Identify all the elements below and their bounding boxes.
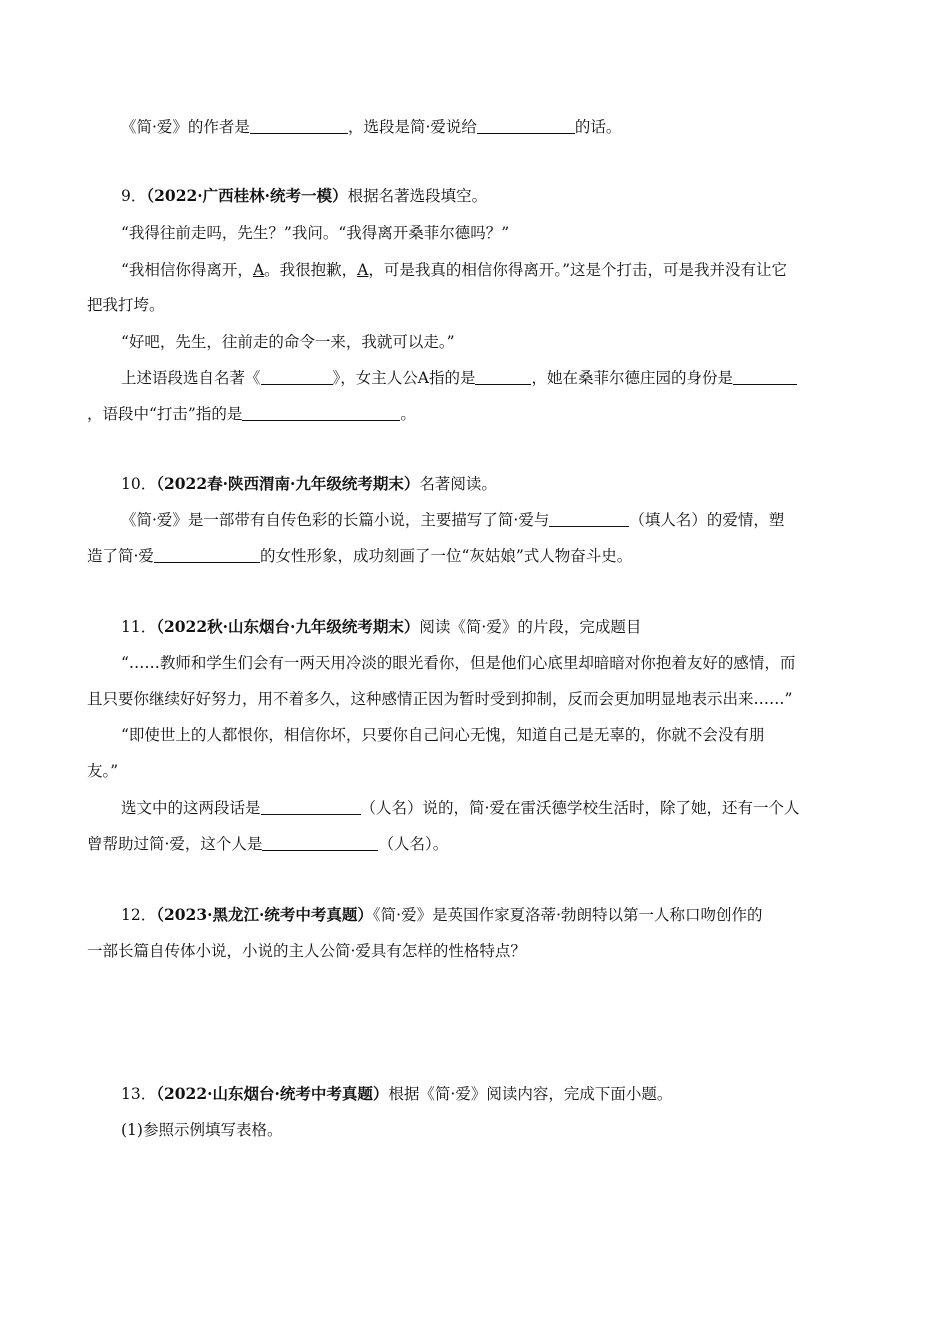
- q9-passage-2: “我相信你得离开，A。我很抱歉，A，可是我真的相信你得离开。”这是个打击，可是我并没有让它: [121, 261, 788, 279]
- q9-passage-2-cont: 把我打垮。: [87, 296, 165, 314]
- blank-speaker[interactable]: [261, 798, 361, 815]
- q9-passage-3: “好吧，先生，往前走的命令一来，我就可以走。”: [121, 333, 455, 351]
- question-9-header: 9．（2022·广西桂林·统考一模）根据名著选段填空。: [121, 186, 488, 205]
- q10-line-1: 《简·爱》是一部带有自传色彩的长篇小说，主要描写了简·爱与 （填人名）的爱情，塑: [121, 511, 785, 529]
- q13-subquestion-1: (1)参照示例填写表格。: [121, 1121, 283, 1139]
- blank-identity[interactable]: [733, 368, 797, 385]
- q11-passage-2-cont: 友。”: [87, 762, 119, 780]
- question-source: （2022·山东烟台·统考中考真题）: [156, 1084, 389, 1103]
- blank-blow-meaning[interactable]: [242, 404, 400, 421]
- blank-character-trait[interactable]: [154, 546, 260, 563]
- q11-fill-line-1: 选文中的这两段话是 （人名）说的，简·爱在雷沃德学校生活时，除了她，还有一个人: [121, 799, 800, 817]
- blank-helper[interactable]: [262, 834, 378, 851]
- q11-passage-2: “即使世上的人都恨你，相信你坏，只要你自己问心无愧，知道自己是无辜的，你就不会没有朋: [121, 726, 765, 744]
- q11-passage-1: “……教师和学生们会有一两天用冷淡的眼光看你，但是他们心底里却暗暗对你抱着友好的感情，而: [121, 654, 796, 672]
- question-source: （2022秋·山东烟台·九年级统考期末）: [156, 617, 420, 636]
- q9-passage-1: “我得往前走吗，先生？”我问。“我得离开桑菲尔德吗？”: [121, 224, 510, 242]
- question-12-header: 12．（2023·黑龙江·统考中考真题）《简·爱》是英国作家夏洛蒂·勃朗特以第一人称口吻创作的: [121, 905, 763, 924]
- question-13-header: 13．（2022·山东烟台·统考中考真题）根据《简·爱》阅读内容，完成下面小题。: [121, 1084, 673, 1103]
- question-source: （2022·广西桂林·统考一模）: [146, 186, 348, 205]
- question-10-header: 10．（2022春·陕西渭南·九年级统考期末）名著阅读。: [121, 474, 497, 493]
- q9-fill-line-1: 上述语段选自名著《 》，女主人公A指的是 ，她在桑菲尔德庄园的身份是: [121, 367, 797, 389]
- blank-recipient[interactable]: [477, 117, 575, 134]
- blank-heroine[interactable]: [475, 368, 531, 385]
- question-source: （2023·黑龙江·统考中考真题）: [156, 905, 373, 924]
- blank-author[interactable]: [250, 117, 348, 134]
- q9-fill-line-2: ，语段中“打击”指的是 。: [87, 405, 416, 423]
- blank-lover-name[interactable]: [549, 510, 629, 527]
- top-line: 《简·爱》的作者是 ，选段是简·爱说给 的话。: [121, 118, 622, 136]
- q12-line-2: 一部长篇自传体小说，小说的主人公简·爱具有怎样的性格特点？: [87, 942, 526, 960]
- question-11-header: 11．（2022秋·山东烟台·九年级统考期末）阅读《简·爱》的片段，完成题目: [121, 617, 642, 636]
- q10-line-2: 造了简·爱 的女性形象，成功刻画了一位“灰姑娘”式人物奋斗史。: [87, 547, 633, 565]
- question-source: （2022春·陕西渭南·九年级统考期末）: [156, 474, 420, 493]
- blank-book-title[interactable]: [261, 368, 333, 385]
- q11-passage-1-cont: 且只要你继续好好努力，用不着多久，这种感情正因为暂时受到抑制，反而会更加明显地表示出来……”: [87, 690, 793, 708]
- q11-fill-line-2: 曾帮助过简·爱，这个人是 （人名）。: [87, 835, 449, 853]
